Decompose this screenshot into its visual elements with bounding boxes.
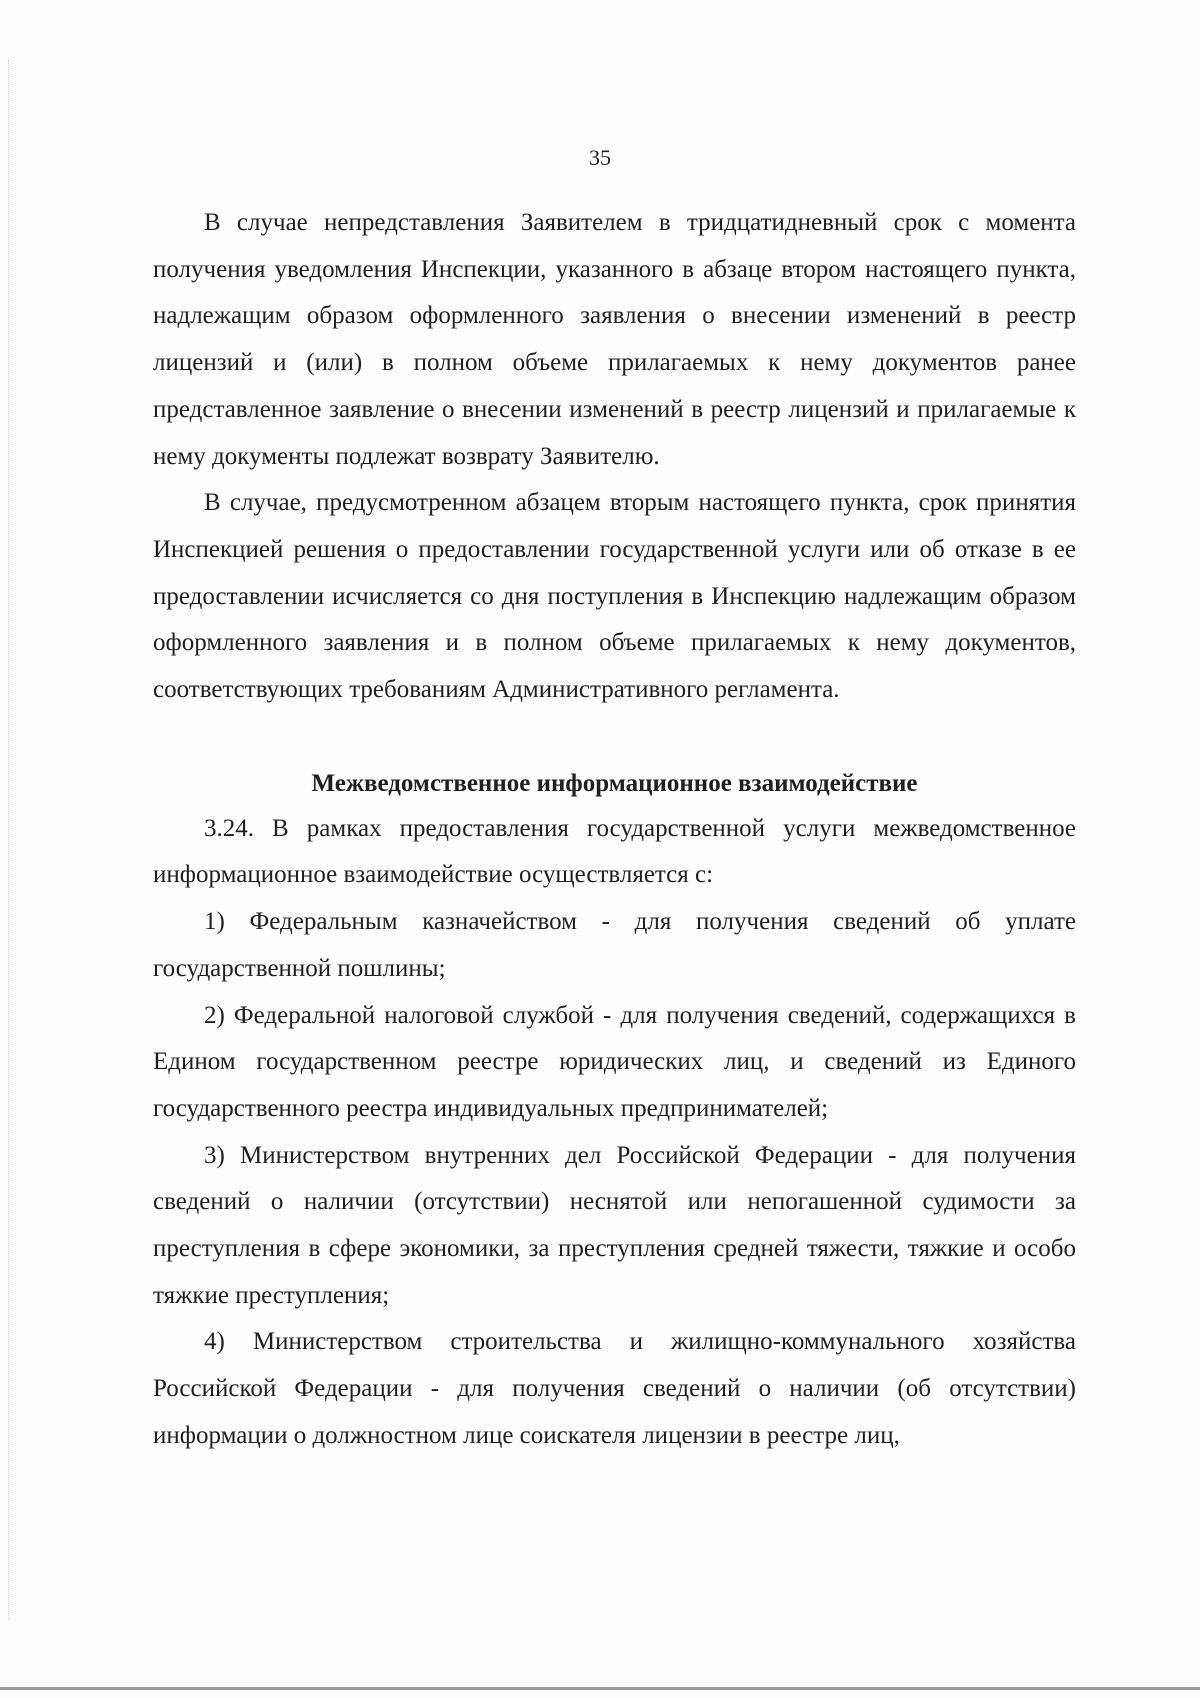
list-item-treasury: 1) Федеральным казначейством - для получения сведений об уплате государственной пошлины; [153,908,1076,982]
section-spacer [153,714,1076,762]
scan-edge-left [8,60,10,1620]
paragraph-3-24: 3.24. В рамках предоставления государственной услуги межведомственное информационное взаимодействие осуществляется с: [153,814,1076,889]
paragraph-return-documents: В случае непредставления Заявителем в тридцатидневный срок с момента получения уведомления Инспекции, указанного в абзаце втором настоящего пункта, надлежащим образом оформленного заявления о внесении изменений в реестр лицензий и (или) в полном объеме прилагаемых к нему документов ранее представленное заявление о внесении изменений в реестр лицензий и прилагаемые к нему документы подлежат возврату Заявителю. [153,209,1076,470]
page-number: 35 [589,145,611,170]
list-item-construction-ministry: 4) Министерством строительства и жилищно-коммунального хозяйства Российской Федерации - для получения сведений о наличии (об отсутствии) информации о должностном лице соискателя лицензии в реестре лиц, [153,1328,1076,1449]
section-heading: Межведомственное информационное взаимодействие [311,769,918,797]
list-item-tax-service: 2) Федеральной налоговой службой - для получения сведений, содержащихся в Едином государственном реестре юридических лиц, и сведений из Единого государственного реестра индивидуальных предпринимателей; [153,1001,1076,1122]
document-body [153,200,1076,1460]
paragraph-decision-term: В случае, предусмотренном абзацем вторым настоящего пункта, срок принятия Инспекцией решения о предоставлении государственной услуги или об отказе в ее предоставлении исчисляется со дня поступления в Инспекцию надлежащим образом оформленного заявления и в полном объеме прилагаемых к нему документов, соответствующих требованиям Административного регламента. [153,489,1076,704]
scan-edge-bottom [0,1687,1200,1690]
list-item-interior-ministry: 3) Министерством внутренних дел Российской Федерации - для получения сведений о наличии (отсутствии) неснятой или непогашенной судимости за преступления в сфере экономики, за преступления средней тяжести, тяжкие и особо тяжкие преступления; [153,1141,1076,1309]
